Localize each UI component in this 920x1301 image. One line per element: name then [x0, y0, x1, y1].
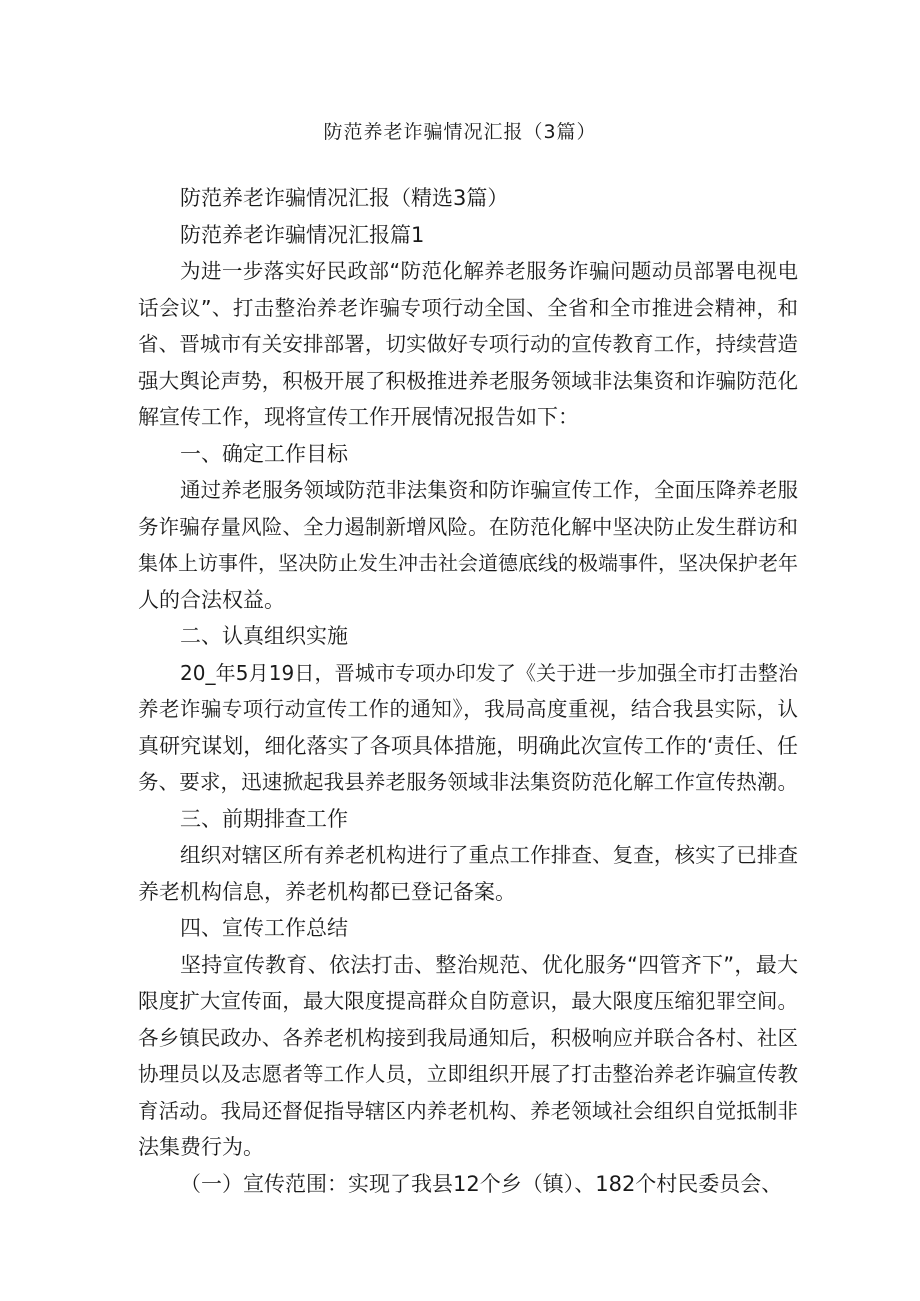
- text-line: 组织对辖区所有养老机构进行了重点工作排查、复查，核实了已排查: [180, 843, 798, 867]
- text-line: 解宣传工作，现将宣传工作开展情况报告如下：: [138, 405, 579, 429]
- text-line: 限度扩大宣传面，最大限度提高群众自防意识，最大限度压缩犯罪空间。: [138, 989, 798, 1013]
- text-line: 真研究谋划，细化落实了各项具体措施，明确此次宣传工作的‘责任、任: [138, 733, 798, 758]
- text-line: 养老诈骗专项行动宣传工作的通知》，我局高度重视，结合我县实际，认: [138, 697, 798, 721]
- text-line: （一）宣传范围：实现了我县12个乡（镇）、182个村民委员会、: [180, 1171, 783, 1196]
- text-line: 话会议”、打击整治养老诈骗专项行动全国、全省和全市推进会精神，和: [138, 295, 798, 320]
- text-line: 协理员以及志愿者等工作人员，立即组织开展了打击整治养老诈骗宣传教: [138, 1062, 798, 1086]
- text-line: 四、宣传工作总结: [180, 916, 348, 940]
- text-line: 三、前期排查工作: [180, 806, 348, 831]
- text-line: 省、晋城市有关安排部署，切实做好专项行动的宣传教育工作，持续营造: [138, 332, 798, 356]
- text-line: 为进一步落实好民政部“防范化解养老服务诈骗问题动员部署电视电: [180, 259, 798, 283]
- text-line: 通过养老服务领域防范非法集资和防诈骗宣传工作，全面压降养老服: [180, 478, 798, 502]
- text-line: 防范养老诈骗情况汇报（精选3篇）: [180, 186, 509, 210]
- text-line: 防范养老诈骗情况汇报篇1: [180, 222, 425, 247]
- text-line: 务、要求，迅速掀起我县养老服务领域非法集资防范化解工作宣传热潮。: [138, 770, 798, 794]
- text-line: 各乡镇民政办、各养老机构接到我局通知后，积极响应并联合各村、社区: [138, 1025, 798, 1050]
- document-body: [138, 180, 798, 1202]
- text-line: 强大舆论声势，积极开展了积极推进养老服务领域非法集资和诈骗防范化: [138, 368, 798, 393]
- text-line: 法集费行为。: [138, 1135, 264, 1159]
- text-line: 20_年5月19日，晋城市专项办印发了《关于进一步加强全市打击整治: [180, 660, 798, 685]
- text-line: 二、认真组织实施: [180, 624, 348, 648]
- text-line: 坚持宣传教育、依法打击、整治规范、优化服务“四管齐下”，最大: [180, 952, 798, 977]
- text-line: 务诈骗存量风险、全力遏制新增风险。在防范化解中坚决防止发生群访和: [138, 514, 798, 539]
- text-line: 育活动。我局还督促指导辖区内养老机构、养老领域社会组织自觉抵制非: [138, 1098, 798, 1123]
- document-title: 防范养老诈骗情况汇报（3篇）: [323, 121, 597, 143]
- text-line: 一、确定工作目标: [180, 441, 348, 466]
- text-line: 养老机构信息，养老机构都已登记备案。: [138, 879, 516, 904]
- text-line: 人的合法权益。: [138, 587, 285, 612]
- text-line: 集体上访事件，坚决防止发生冲击社会道德底线的极端事件，坚决保护老年: [138, 551, 798, 575]
